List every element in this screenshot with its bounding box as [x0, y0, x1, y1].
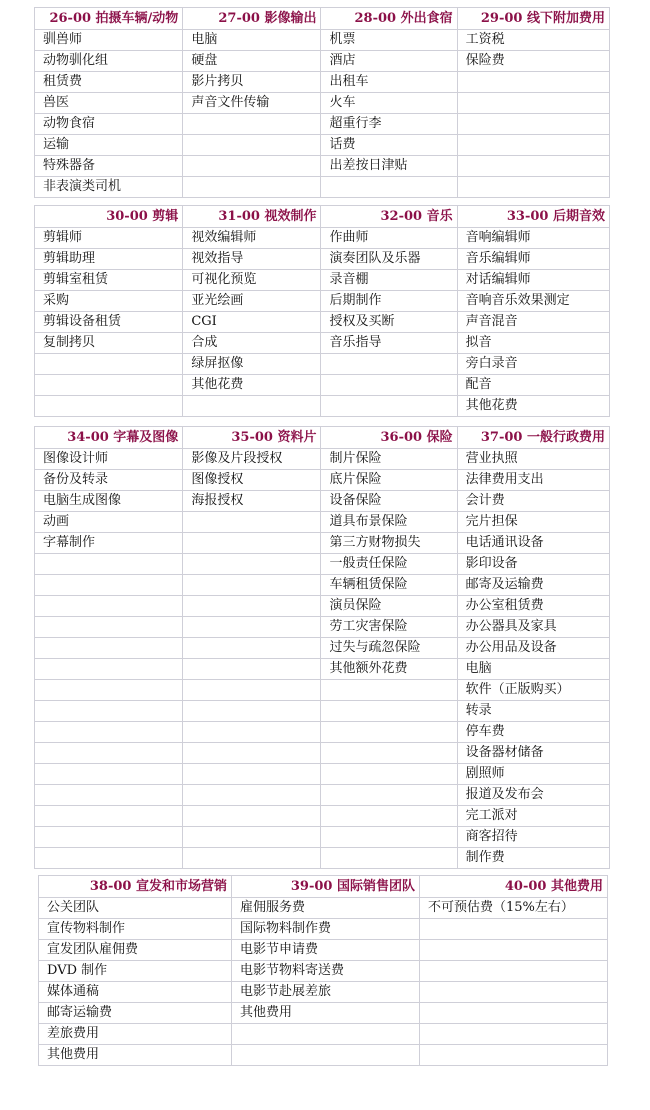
table-row [35, 333, 610, 354]
category-header: 29-00 线下附加费用 [457, 8, 609, 30]
line-item-cell: 设备保险 [321, 491, 457, 512]
table-row [35, 617, 610, 638]
line-item-cell: 设备器材储备 [457, 743, 609, 764]
table-row [35, 156, 610, 177]
line-item-cell: 运输 [35, 135, 183, 156]
line-item-cell: 电脑 [183, 30, 321, 51]
line-item-cell [35, 354, 183, 375]
category-header: 27-00 影像输出 [183, 8, 321, 30]
line-item-cell: 视效编辑师 [183, 228, 321, 249]
line-item-cell [321, 701, 457, 722]
line-item-cell: 配音 [457, 375, 609, 396]
line-item-cell [183, 396, 321, 417]
line-item-cell: 演奏团队及乐器 [321, 249, 457, 270]
line-item-cell: 剪辑师 [35, 228, 183, 249]
table-row [35, 312, 610, 333]
line-item-cell [35, 764, 183, 785]
table-row [35, 638, 610, 659]
table-row [39, 940, 608, 961]
line-item-cell: 影片拷贝 [183, 72, 321, 93]
line-item-cell: DVD 制作 [39, 961, 232, 982]
line-item-cell [321, 848, 457, 869]
line-item-cell: 邮寄及运输费 [457, 575, 609, 596]
category-header: 34-00 字幕及图像 [35, 427, 183, 449]
header-row [35, 206, 610, 228]
category-header: 39-00 国际销售团队 [232, 876, 420, 898]
line-item-cell: 车辆租赁保险 [321, 575, 457, 596]
line-item-cell [420, 919, 608, 940]
line-item-cell: 特殊器备 [35, 156, 183, 177]
line-item-cell [183, 114, 321, 135]
line-item-cell [183, 764, 321, 785]
line-item-cell: 道具布景保险 [321, 512, 457, 533]
budget-table-30-33 [34, 205, 610, 417]
line-item-cell [232, 1024, 420, 1045]
table-row [35, 291, 610, 312]
line-item-cell: 电影节赴展差旅 [232, 982, 420, 1003]
line-item-cell [35, 375, 183, 396]
table-row [35, 806, 610, 827]
table-row [35, 470, 610, 491]
line-item-cell [321, 785, 457, 806]
line-item-cell: 剪辑设备租赁 [35, 312, 183, 333]
line-item-cell [321, 764, 457, 785]
line-item-cell: 一般责任保险 [321, 554, 457, 575]
line-item-cell [35, 848, 183, 869]
line-item-cell [321, 396, 457, 417]
line-item-cell: 影印设备 [457, 554, 609, 575]
line-item-cell [35, 575, 183, 596]
line-item-cell: 出租车 [321, 72, 457, 93]
table-row [35, 375, 610, 396]
line-item-cell [321, 743, 457, 764]
line-item-cell: 法律费用支出 [457, 470, 609, 491]
line-item-cell [183, 617, 321, 638]
line-item-cell: 旁白录音 [457, 354, 609, 375]
line-item-cell: 采购 [35, 291, 183, 312]
table-row [35, 680, 610, 701]
line-item-cell: 话费 [321, 135, 457, 156]
line-item-cell: 商客招待 [457, 827, 609, 848]
budget-table-34-37 [34, 426, 610, 869]
line-item-cell [183, 785, 321, 806]
line-item-cell: 其他花费 [183, 375, 321, 396]
table-row [35, 51, 610, 72]
category-header: 26-00 拍摄车辆/动物 [35, 8, 183, 30]
table-row [39, 919, 608, 940]
header-row [39, 876, 608, 898]
line-item-cell [183, 827, 321, 848]
line-item-cell [420, 982, 608, 1003]
line-item-cell: 办公室租赁费 [457, 596, 609, 617]
budget-table-38-40 [38, 875, 608, 1066]
category-header: 31-00 视效制作 [183, 206, 321, 228]
line-item-cell: 声音文件传输 [183, 93, 321, 114]
line-item-cell: 办公用品及设备 [457, 638, 609, 659]
line-item-cell: 制作费 [457, 848, 609, 869]
line-item-cell [183, 722, 321, 743]
line-item-cell: 剪辑助理 [35, 249, 183, 270]
line-item-cell: 差旅费用 [39, 1024, 232, 1045]
line-item-cell: 邮寄运输费 [39, 1003, 232, 1024]
line-item-cell [35, 596, 183, 617]
line-item-cell: 备份及转录 [35, 470, 183, 491]
line-item-cell: 软件（正版购买） [457, 680, 609, 701]
line-item-cell [457, 114, 609, 135]
line-item-cell: 硬盘 [183, 51, 321, 72]
table-row [35, 512, 610, 533]
line-item-cell [420, 961, 608, 982]
line-item-cell: 剧照师 [457, 764, 609, 785]
line-item-cell: 其他花费 [457, 396, 609, 417]
line-item-cell [457, 72, 609, 93]
table-row [35, 743, 610, 764]
line-item-cell: 后期制作 [321, 291, 457, 312]
line-item-cell: 字幕制作 [35, 533, 183, 554]
line-item-cell [35, 680, 183, 701]
table-row [35, 270, 610, 291]
category-header: 40-00 其他费用 [420, 876, 608, 898]
line-item-cell: 底片保险 [321, 470, 457, 491]
line-item-cell [183, 701, 321, 722]
line-item-cell: 驯兽师 [35, 30, 183, 51]
table-row [35, 449, 610, 470]
line-item-cell [321, 827, 457, 848]
line-item-cell [321, 375, 457, 396]
line-item-cell: 转录 [457, 701, 609, 722]
line-item-cell: 电脑 [457, 659, 609, 680]
line-item-cell: 报道及发布会 [457, 785, 609, 806]
line-item-cell: 音乐指导 [321, 333, 457, 354]
table-row [39, 982, 608, 1003]
table-row [39, 961, 608, 982]
line-item-cell: 其他额外花费 [321, 659, 457, 680]
table-row [35, 764, 610, 785]
line-item-cell [35, 638, 183, 659]
table-row [35, 72, 610, 93]
table-row [35, 491, 610, 512]
line-item-cell: 电影节物料寄送费 [232, 961, 420, 982]
line-item-cell [183, 575, 321, 596]
line-item-cell [321, 722, 457, 743]
table-row [35, 785, 610, 806]
category-header: 30-00 剪辑 [35, 206, 183, 228]
line-item-cell: 作曲师 [321, 228, 457, 249]
line-item-cell: 影像及片段授权 [183, 449, 321, 470]
line-item-cell: 保险费 [457, 51, 609, 72]
line-item-cell: 其他费用 [39, 1045, 232, 1066]
line-item-cell [321, 806, 457, 827]
line-item-cell [35, 659, 183, 680]
line-item-cell [35, 827, 183, 848]
line-item-cell: 绿屏抠像 [183, 354, 321, 375]
table-row [35, 596, 610, 617]
line-item-cell: 宣发团队雇佣费 [39, 940, 232, 961]
table-row [35, 659, 610, 680]
table-row [35, 396, 610, 417]
line-item-cell [457, 93, 609, 114]
line-item-cell [35, 722, 183, 743]
line-item-cell [321, 177, 457, 198]
table-row [35, 249, 610, 270]
line-item-cell: 非表演类司机 [35, 177, 183, 198]
category-header: 36-00 保险 [321, 427, 457, 449]
line-item-cell: 复制拷贝 [35, 333, 183, 354]
line-item-cell [183, 554, 321, 575]
line-item-cell [183, 680, 321, 701]
line-item-cell: 电影节申请费 [232, 940, 420, 961]
table-row [35, 827, 610, 848]
line-item-cell [321, 354, 457, 375]
table-row [35, 554, 610, 575]
line-item-cell: 声音混音 [457, 312, 609, 333]
line-item-cell [183, 596, 321, 617]
line-item-cell [457, 156, 609, 177]
line-item-cell [183, 638, 321, 659]
line-item-cell: 火车 [321, 93, 457, 114]
line-item-cell: 可视化预览 [183, 270, 321, 291]
table-row [35, 177, 610, 198]
table-row [35, 354, 610, 375]
line-item-cell: 其他费用 [232, 1003, 420, 1024]
table-row [35, 93, 610, 114]
line-item-cell: 第三方财物损失 [321, 533, 457, 554]
line-item-cell [35, 806, 183, 827]
line-item-cell: 剪辑室租赁 [35, 270, 183, 291]
line-item-cell: 雇佣服务费 [232, 898, 420, 919]
line-item-cell: 电脑生成图像 [35, 491, 183, 512]
line-item-cell: 出差按日津贴 [321, 156, 457, 177]
line-item-cell: 过失与疏忽保险 [321, 638, 457, 659]
line-item-cell: 制片保险 [321, 449, 457, 470]
table-row [35, 228, 610, 249]
line-item-cell [420, 1024, 608, 1045]
category-header: 33-00 后期音效 [457, 206, 609, 228]
line-item-cell: 酒店 [321, 51, 457, 72]
line-item-cell [457, 177, 609, 198]
line-item-cell [321, 680, 457, 701]
line-item-cell: 动物驯化组 [35, 51, 183, 72]
line-item-cell [35, 554, 183, 575]
line-item-cell [183, 806, 321, 827]
line-item-cell: 音响编辑师 [457, 228, 609, 249]
line-item-cell: 租赁费 [35, 72, 183, 93]
line-item-cell: 完片担保 [457, 512, 609, 533]
line-item-cell: 录音棚 [321, 270, 457, 291]
table-row [35, 135, 610, 156]
line-item-cell: 超重行李 [321, 114, 457, 135]
line-item-cell: 不可预估费（15%左右） [420, 898, 608, 919]
category-header: 35-00 资料片 [183, 427, 321, 449]
category-header: 32-00 音乐 [321, 206, 457, 228]
line-item-cell: 合成 [183, 333, 321, 354]
line-item-cell: 营业执照 [457, 449, 609, 470]
line-item-cell: 音乐编辑师 [457, 249, 609, 270]
line-item-cell [420, 1003, 608, 1024]
line-item-cell: 机票 [321, 30, 457, 51]
line-item-cell [183, 512, 321, 533]
table-row [35, 848, 610, 869]
line-item-cell: 宣传物料制作 [39, 919, 232, 940]
header-row [35, 8, 610, 30]
line-item-cell [183, 848, 321, 869]
line-item-cell [420, 940, 608, 961]
line-item-cell [183, 156, 321, 177]
budget-table-26-29 [34, 7, 610, 198]
line-item-cell: 动物食宿 [35, 114, 183, 135]
line-item-cell: 会计费 [457, 491, 609, 512]
line-item-cell: 劳工灾害保险 [321, 617, 457, 638]
line-item-cell: 亚光绘画 [183, 291, 321, 312]
line-item-cell: CGI [183, 312, 321, 333]
table-row [39, 1003, 608, 1024]
table-row [39, 1024, 608, 1045]
line-item-cell [183, 659, 321, 680]
line-item-cell: 停车费 [457, 722, 609, 743]
line-item-cell: 音响音乐效果测定 [457, 291, 609, 312]
line-item-cell: 工资税 [457, 30, 609, 51]
line-item-cell: 视效指导 [183, 249, 321, 270]
line-item-cell [183, 743, 321, 764]
line-item-cell: 海报授权 [183, 491, 321, 512]
line-item-cell: 演员保险 [321, 596, 457, 617]
line-item-cell: 国际物料制作费 [232, 919, 420, 940]
line-item-cell [420, 1045, 608, 1066]
line-item-cell: 图像授权 [183, 470, 321, 491]
line-item-cell [35, 743, 183, 764]
line-item-cell [35, 701, 183, 722]
table-row [39, 898, 608, 919]
table-row [35, 701, 610, 722]
line-item-cell: 对话编辑师 [457, 270, 609, 291]
line-item-cell [183, 533, 321, 554]
line-item-cell: 兽医 [35, 93, 183, 114]
header-row [35, 427, 610, 449]
line-item-cell: 图像设计师 [35, 449, 183, 470]
line-item-cell: 办公器具及家具 [457, 617, 609, 638]
table-row [35, 30, 610, 51]
line-item-cell: 授权及买断 [321, 312, 457, 333]
line-item-cell: 拟音 [457, 333, 609, 354]
category-header: 28-00 外出食宿 [321, 8, 457, 30]
line-item-cell [457, 135, 609, 156]
line-item-cell [35, 785, 183, 806]
table-row [35, 114, 610, 135]
line-item-cell: 动画 [35, 512, 183, 533]
table-row [35, 575, 610, 596]
line-item-cell: 公关团队 [39, 898, 232, 919]
category-header: 37-00 一般行政费用 [457, 427, 609, 449]
line-item-cell: 媒体通稿 [39, 982, 232, 1003]
line-item-cell: 电话通讯设备 [457, 533, 609, 554]
table-row [35, 722, 610, 743]
table-row [35, 533, 610, 554]
line-item-cell [35, 617, 183, 638]
line-item-cell: 完工派对 [457, 806, 609, 827]
table-row [39, 1045, 608, 1066]
line-item-cell [183, 177, 321, 198]
line-item-cell [183, 135, 321, 156]
category-header: 38-00 宣发和市场营销 [39, 876, 232, 898]
line-item-cell [35, 396, 183, 417]
line-item-cell [232, 1045, 420, 1066]
